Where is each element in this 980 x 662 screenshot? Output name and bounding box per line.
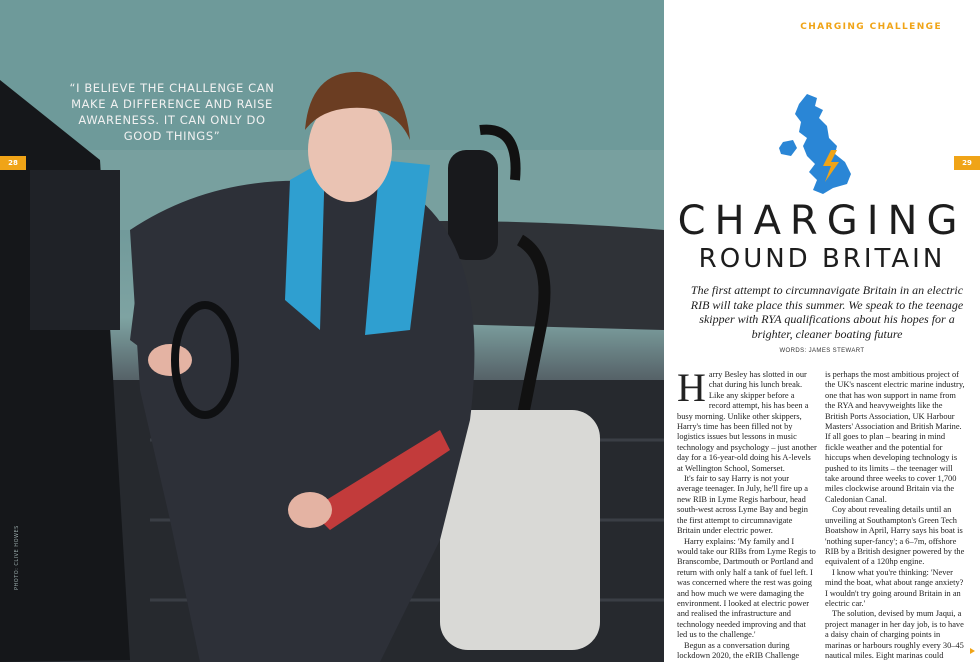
paragraph: It's fair to say Harry is not your average teenager. In July, he'll fire up a new RIB in Lyme Regis harbour, head south-west across Lyme Bay and begin the first attempt to circumnavigate Britain under electric power. (677, 474, 808, 536)
pull-quote: “I BELIEVE THE CHALLENGE CAN MAKE A DIFFERENCE AND RAISE AWARENESS. IT CAN ONLY DO GOOD THINGS” (69, 81, 275, 143)
headline-line-2: ROUND BRITAIN (698, 244, 946, 274)
paragraph: The solution, devised by mum Jaqui, a project manager in her day job, is to have a daisy chain of charging points in marinas or harbours roughly every 30–45 nautical miles. Eight marinas could (825, 609, 964, 660)
paragraph: Harry Besley has slotted in our chat during his lunch break. Like any skipper before a record attempt, his has been a busy morning. Unlike other skippers, Harry's time has been filled not by logistics issues but lessons in music technology and psychology – just another day for a 16-year-old doing his A-levels at Wellington School, Somerset. (677, 365, 817, 473)
paragraph: I know what you're thinking: 'Never mind the boat, what about range anxiety? I wouldn't try going around Britain in an electric car.' (825, 567, 964, 608)
section-label: CHARGING CHALLENGE (800, 22, 942, 32)
paragraph: Harry explains: 'My family and I would take our RIBs from Lyme Regis to Branscombe, Dartmouth or Portland and return with only half a tank of fuel left. I was concerned where the rest was going and how much we were damaging the environment. I looked at electric power and realised the infrastructure and technology needed improving and that led us to the challenge.' (677, 536, 816, 640)
paragraph: Begun as a conversation during lockdown 2020, the eRIB Challenge (677, 640, 800, 660)
article-page (664, 0, 980, 662)
body-column-2 (825, 370, 965, 661)
page-number-right: 29 (954, 156, 980, 170)
standfirst: The first attempt to circumnavigate Britain in an electric RIB will take place this summer. We speak to the teenage skipper with RYA qualifications about his hopes for a brighter, cleaner boating future (690, 283, 964, 341)
headline-line-1: CHARGING (677, 198, 967, 244)
byline: WORDS: JAMES STEWART (779, 348, 865, 354)
uk-map-lightning-icon (777, 92, 857, 196)
paragraph: Coy about revealing details until an unveiling at Southampton's Green Tech Boatshow in April, Harry says his boat is 'nothing super-fancy'; a 6–7m, offshore RIB by a British designer powered by the equivalent of a 120hp engine. (825, 505, 965, 567)
continue-arrow-icon (970, 648, 975, 654)
photo-credit: PHOTO: CLIVE HOWES (14, 525, 20, 590)
body-column-1 (677, 365, 817, 661)
page-number-left: 28 (0, 156, 26, 170)
drop-cap: H (677, 365, 706, 410)
paragraph: is perhaps the most ambitious project of the UK's nascent electric marine industry, one that has won support in name from the RYA and heavyweights like the British Ports Association, UK Harbour Masters' Association and British Marine. If all goes to plan – bearing in mind fickle weather and the potential for hiccups when developing technology is pushed to its limits – the teenager will take around three weeks to cover 1,700 miles clockwise around Britain via the Caledonian Canal. (825, 370, 965, 504)
